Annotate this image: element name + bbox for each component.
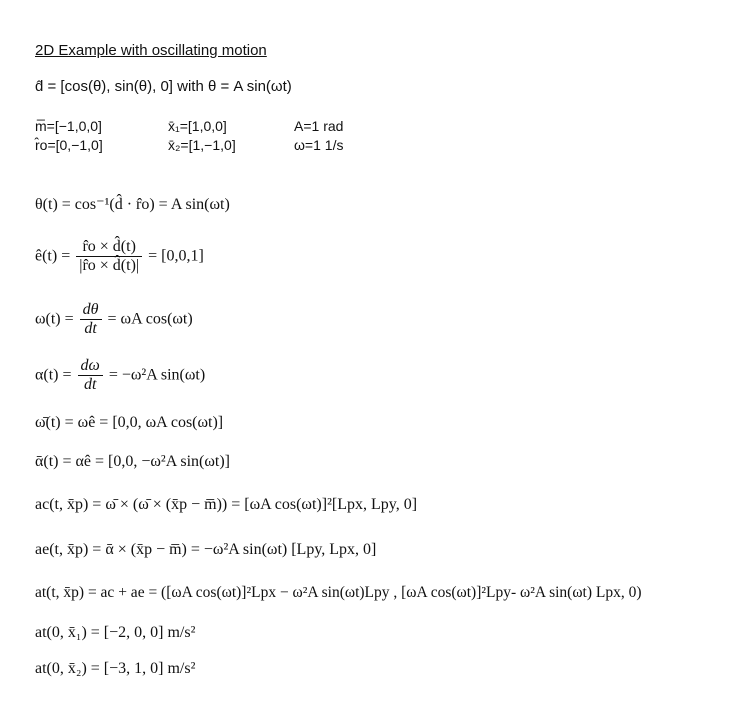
omega-vector-equation: ω̄(t) = ωê = [0,0, ωA cos(ωt)] (35, 414, 224, 431)
document-title: 2D Example with oscillating motion (35, 42, 267, 59)
omega-denominator: dt (80, 319, 102, 338)
e-hat-denominator: |r̂o × d̂(t)| (76, 256, 142, 275)
omega-numerator: dθ (82, 301, 99, 318)
e-hat-fraction (76, 238, 142, 276)
e-hat-numerator: r̂o × d̂(t) (82, 238, 136, 255)
euler-acceleration-equation: ae(t, x̄p) = ᾱ × (x̄p − m̅) = −ω²A sin(ωt) [Lpy, Lpx, 0] (35, 541, 377, 558)
e-hat-equation (35, 238, 204, 276)
param-omega: ω=1 1/s (294, 137, 344, 153)
param-x1: x̄₁=[1,0,0] (168, 118, 227, 134)
omega-fraction (80, 301, 102, 339)
centripetal-acceleration-equation: ac(t, x̄p) = ω̄ × (ω̄ × (x̄p − m̅)) = [ωA cos(ωt)]²[Lpx, Lpy, 0] (35, 496, 418, 513)
omega-rhs: = ωA cos(ωt) (107, 310, 193, 328)
omega-lhs: ω(t) = (35, 310, 74, 328)
theta-equation: θ(t) = cos⁻¹(d̂ · r̂o) = A sin(ωt) (35, 196, 230, 213)
alpha-denominator: dt (78, 375, 103, 394)
total-acceleration-x1: at(0, x̄₁) = [−2, 0, 0] m/s² (35, 624, 196, 641)
e-hat-rhs: = [0,0,1] (148, 247, 204, 265)
alpha-fraction (78, 357, 103, 395)
total-acceleration-equation: at(t, x̄p) = ac + ae = ([ωA cos(ωt)]²Lpx − ω²A sin(ωt)Lpy , [ωA cos(ωt)]²Lpy- ω²A sin(ωt) Lpx, 0) (35, 584, 642, 601)
alpha-vector-equation: ᾱ(t) = αê = [0,0, −ω²A sin(ωt)] (35, 453, 230, 470)
param-r-o: r̂o=[0,−1,0] (35, 137, 103, 153)
alpha-lhs: α(t) = (35, 366, 72, 384)
alpha-rhs: = −ω²A sin(ωt) (108, 366, 206, 384)
omega-equation (35, 301, 193, 339)
param-amplitude: A=1 rad (294, 118, 344, 134)
alpha-numerator: dω (80, 357, 100, 374)
alpha-equation (35, 357, 205, 395)
param-m-bar: m̅=[−1,0,0] (35, 118, 102, 134)
total-acceleration-x2: at(0, x̄₂) = [−3, 1, 0] m/s² (35, 660, 196, 677)
e-hat-lhs: ê(t) = (35, 247, 71, 265)
param-x2: x̄₂=[1,−1,0] (168, 137, 236, 153)
direction-definition: d̂ = [cos(θ), sin(θ), 0] with θ = A sin(ωt) (35, 78, 292, 95)
